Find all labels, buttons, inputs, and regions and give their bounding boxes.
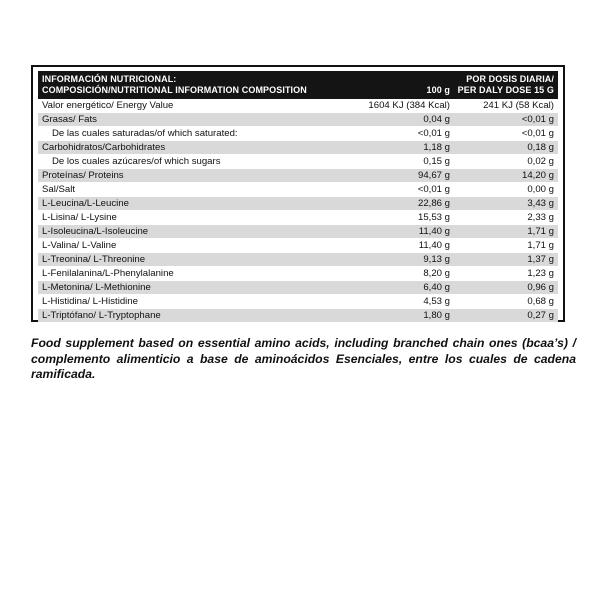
row-value-per-100g: 1,80 g: [423, 310, 450, 321]
row-value-per-100g: 0,15 g: [423, 156, 450, 167]
row-value-per-100g: 11,40 g: [418, 240, 450, 251]
row-value-per-dose: 0,02 g: [527, 156, 554, 167]
table-row: [38, 211, 558, 225]
row-value-per-100g: 11,40 g: [418, 226, 450, 237]
row-label: De los cuales azúcares/of which sugars: [52, 156, 221, 167]
row-value-per-100g: <0,01 g: [417, 128, 450, 139]
table-row: [38, 267, 558, 281]
table-row: [38, 127, 558, 141]
row-label: Carbohidratos/Carbohidrates: [42, 142, 166, 153]
row-value-per-dose: 3,43 g: [527, 198, 554, 209]
row-value-per-dose: 0,18 g: [527, 142, 554, 153]
row-value-per-dose: <0,01 g: [521, 128, 554, 139]
row-label: Valor energético/ Energy Value: [42, 100, 174, 111]
header-label: [38, 71, 348, 99]
table-body: [38, 99, 558, 323]
row-value-per-dose: 0,68 g: [527, 296, 554, 307]
row-value-per-100g: 22,86 g: [417, 198, 450, 209]
header-label-line1: INFORMACIÓN NUTRICIONAL:: [42, 74, 177, 84]
row-value-per-dose: 1,71 g: [527, 240, 554, 251]
table-row: [38, 197, 558, 211]
row-value-per-100g: 8,20 g: [423, 268, 450, 279]
row-value-per-dose: 241 KJ (58 Kcal): [483, 100, 554, 111]
row-value-per-dose: 1,37 g: [527, 254, 554, 265]
row-label: L-Histidina/ L-Histidine: [42, 296, 138, 307]
table-row: [38, 99, 558, 113]
row-value-per-100g: 15,53 g: [417, 212, 450, 223]
row-value-per-100g: 1,18 g: [423, 142, 450, 153]
table-row: [38, 183, 558, 197]
header-col-100g: [348, 71, 454, 99]
header-dose-line2: PER DALY DOSE 15 G: [457, 85, 554, 95]
row-label: L-Isoleucina/L-Isoleucine: [42, 226, 149, 237]
row-value-per-100g: 9,13 g: [423, 254, 450, 265]
row-value-per-dose: 1,23 g: [527, 268, 554, 279]
row-label: L-Treonina/ L-Threonine: [42, 254, 146, 265]
row-value-per-100g: 1604 KJ (384 Kcal): [368, 100, 450, 111]
row-label: Proteínas/ Proteins: [42, 170, 124, 181]
row-value-per-100g: 94,67 g: [417, 170, 450, 181]
row-value-per-dose: 0,27 g: [527, 310, 554, 321]
row-label: L-Valina/ L-Valine: [42, 240, 117, 251]
header-label-line2: COMPOSICIÓN/NUTRITIONAL INFORMATION COMPOSITION: [42, 85, 307, 95]
header-col-daily-dose: [454, 71, 558, 99]
header-dose-line1: POR DOSIS DIARIA/: [466, 74, 554, 84]
row-value-per-100g: <0,01 g: [417, 184, 450, 195]
table-row: [38, 309, 558, 323]
row-label: L-Triptófano/ L-Tryptophane: [42, 310, 161, 321]
table-row: [38, 239, 558, 253]
table-row: [38, 141, 558, 155]
row-label: L-Fenilalanina/L-Phenylalanine: [42, 268, 174, 279]
row-value-per-dose: 0,00 g: [527, 184, 554, 195]
row-value-per-100g: 4,53 g: [423, 296, 450, 307]
row-label: Sal/Salt: [42, 184, 76, 195]
table-row: [38, 169, 558, 183]
row-label: De las cuales saturadas/of which saturated:: [52, 128, 238, 139]
row-value-per-100g: 6,40 g: [423, 282, 450, 293]
header-col-100g-label: 100 g: [426, 85, 450, 95]
table-row: [38, 113, 558, 127]
row-label: L-Lisina/ L-Lysine: [42, 212, 117, 223]
row-label: L-Metonina/ L-Methionine: [42, 282, 151, 293]
table-row: [38, 253, 558, 267]
row-value-per-dose: 0,96 g: [527, 282, 554, 293]
row-value-per-dose: 14,20 g: [521, 170, 554, 181]
table-row: [38, 281, 558, 295]
row-value-per-dose: 2,33 g: [527, 212, 554, 223]
table-row: [38, 155, 558, 169]
row-value-per-dose: 1,71 g: [527, 226, 554, 237]
row-value-per-100g: 0,04 g: [423, 114, 450, 125]
row-label: L-Leucina/L-Leucine: [42, 198, 129, 209]
nutrition-table: [31, 65, 565, 322]
table-row: [38, 295, 558, 309]
table-header: [38, 71, 558, 99]
footnote: Food supplement based on essential amino acids, including branched chain ones (bcaa’s) / complemento alimenticio a base de aminoácidos Esenciales, entre los cuales de cadena ramificada.: [31, 336, 576, 381]
row-value-per-dose: <0,01 g: [521, 114, 554, 125]
table-row: [38, 225, 558, 239]
row-label: Grasas/ Fats: [42, 114, 97, 125]
